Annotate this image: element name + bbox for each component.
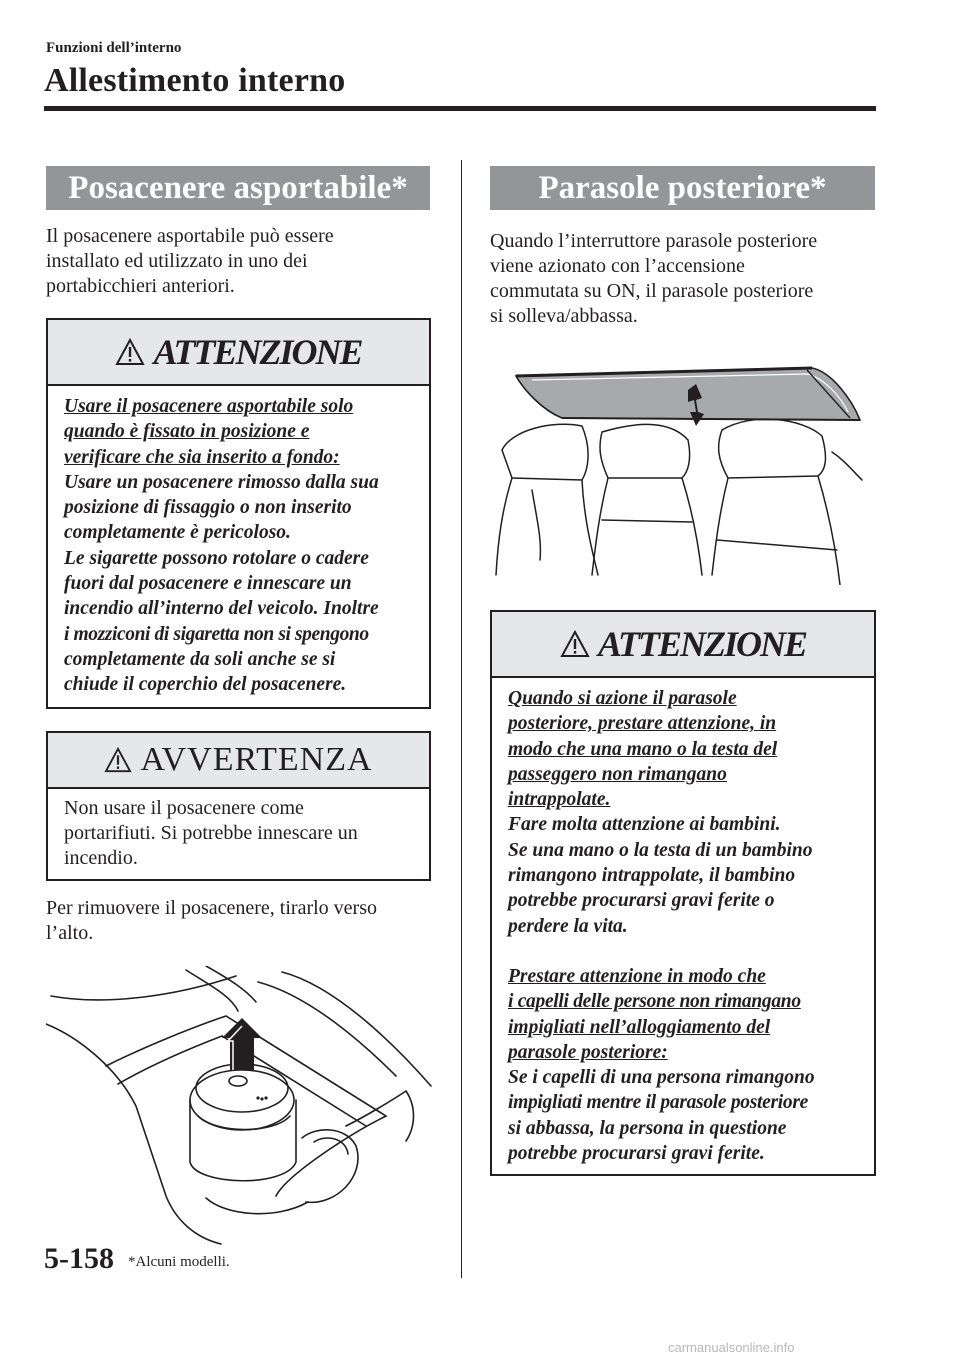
warning-triangle-icon [115,338,145,366]
portable-ashtray-banner: Posacenere asportabile* [46,166,430,210]
warning-lead-line: Quando si azione il parasole [508,688,737,709]
column-divider [461,160,462,1278]
warning-line: i mozziconi di sigaretta non si spengono [64,623,369,645]
warning-triangle-icon [104,747,132,773]
text-line: Quando l’interruttore parasole posteriore [490,230,818,252]
warning-line: posizione di fissaggio o non inserito [64,497,352,519]
warning-triangle-icon [560,630,590,658]
text-line: viene azionato con l’accensione [490,255,745,277]
rear-sunshade-banner: Parasole posteriore* [490,166,875,210]
warning-line: completamente da soli anche se si [64,648,336,670]
warning-lead-line: Usare il posacenere asportabile solo [64,396,354,417]
ashtray-warning-box [46,318,431,709]
warning-line: fuori dal posacenere e innescare un [64,573,352,595]
warning-line: potrebbe procurarsi gravi ferite o [508,890,775,912]
warning-lead-line: posteriore, prestare attenzione, in [508,713,777,735]
warning-line: impigliati mentre il parasole posteriore [508,1092,809,1114]
warning-lead-line: quando è fissato in posizione e [64,421,310,443]
warning-line: Le sigarette possono rotolare o cadere [64,547,369,569]
warning-text [48,386,429,698]
warning-header [492,612,874,678]
ashtray-caution-box [46,731,431,881]
warning-line: potrebbe procurarsi gravi ferite. [508,1143,765,1165]
caution-header [48,733,429,789]
warning-lead-line: i capelli delle persone non rimangano [508,991,801,1013]
caution-line: Non usare il posacenere come [64,797,304,819]
warning-line: chiude il coperchio del posacenere. [64,674,347,696]
caution-title: AVVERTENZA [140,741,373,778]
text-line: Per rimuovere il posacenere, tirarlo verso [46,897,377,919]
caution-line: portarifiuti. Si potrebbe innescare un [64,822,358,844]
text-line: portabicchieri anteriori. [46,275,235,297]
warning-line: Fare molta attenzione ai bambini. [508,814,781,836]
warning-lead-line: Prestare attenzione in modo che [508,965,766,987]
warning-lead-line: impigliati nell’alloggiamento del [508,1016,771,1038]
warning-line: incendio all’interno del veicolo. Inoltre [64,598,379,620]
caution-text [48,789,429,871]
caution-line: incendio. [64,847,138,869]
ashtray-intro [46,224,430,299]
warning-line: si abbassa, la persona in questione [508,1117,787,1139]
warning-lead-line: intrappolate. [508,789,611,811]
watermark: carmanualsonline.info [668,1340,795,1355]
text-line: l’alto. [46,922,94,944]
sunshade-intro [490,229,880,329]
warning-line: perdere la vita. [508,915,628,937]
chapter-label: Funzioni dell’interno [46,40,182,56]
paragraph-gap [508,939,860,964]
title-rule [44,106,876,111]
warning-line: Usare un posacenere rimosso dalla sua [64,471,379,493]
warning-header [48,320,429,386]
text-line: Il posacenere asportabile può essere [46,225,334,247]
footnote: *Alcuni modelli. [128,1254,230,1270]
warning-line: Se una mano o la testa di un bambino [508,839,813,861]
warning-line: Se i capelli di una persona rimangono [508,1067,815,1089]
text-line: installato ed utilizzato in uno dei [46,250,308,272]
text-line: commutata su ON, il parasole posteriore [490,280,814,302]
rear-sunshade-illustration [492,360,867,585]
warning-title: ATTENZIONE [153,332,362,372]
warning-lead-line: passeggero non rimangano [508,763,727,785]
warning-text [492,678,874,1166]
warning-lead-line: parasole posteriore: [508,1041,668,1063]
sunshade-warning-box [490,610,876,1176]
warning-lead-line: verificare che sia inserito a fondo: [64,446,340,468]
warning-line: completamente è pericoloso. [64,522,291,544]
warning-line: rimangono intrappolate, il bambino [508,865,796,887]
ashtray-illustration [46,966,446,1246]
warning-title: ATTENZIONE [597,624,807,664]
page-number: 5-158 [44,1242,114,1275]
text-line: si solleva/abbassa. [490,305,638,327]
warning-lead-line: modo che una mano o la testa del [508,738,778,760]
removal-instruction [46,896,446,946]
page-title: Allestimento interno [44,62,346,99]
